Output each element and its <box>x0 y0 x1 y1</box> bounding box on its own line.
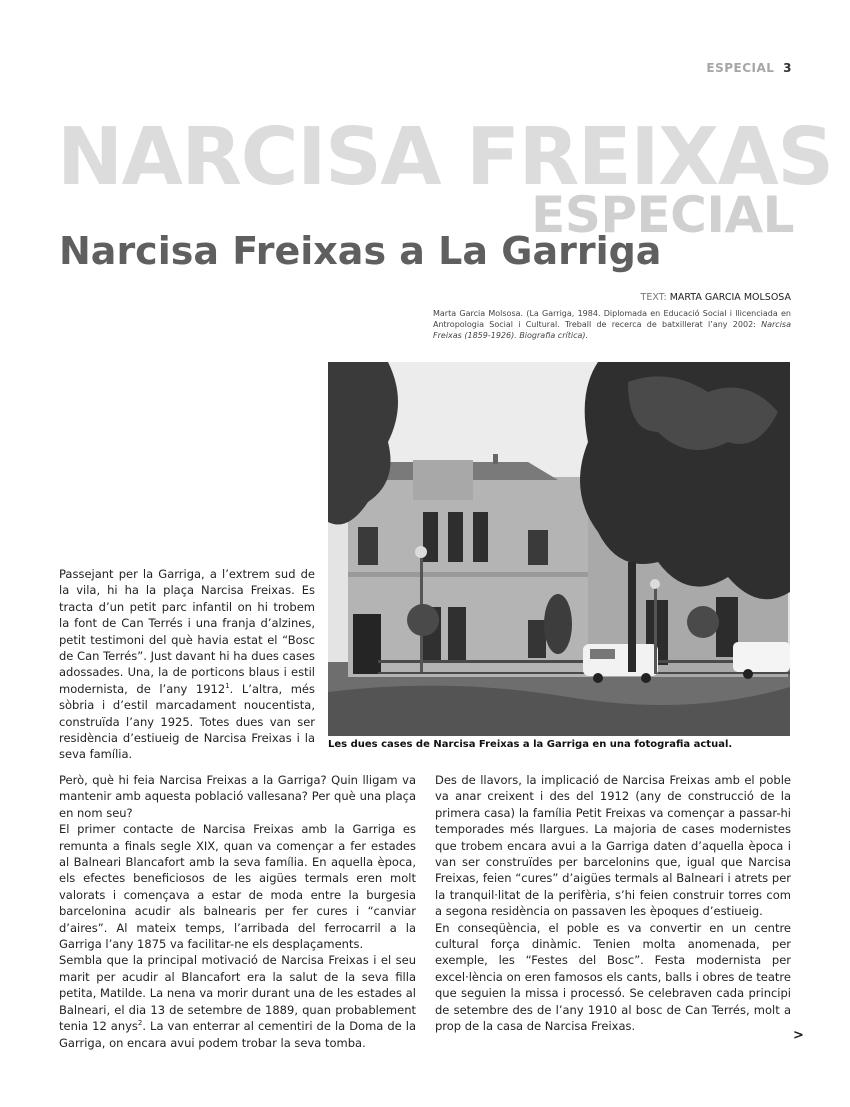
lead-text-1: Passejant per la Garriga, a l’extrem sud de la vila, hi ha la plaça Narcisa Freixas. Es tracta d’un petit parc infantil on hi trobem la font de Can Terrés i una franja d’alzines, petit testimoni del què havia estat el “Bosc de Can Terrés”. Just davant hi ha dues cases adossades. Una, la de porticons blaus i estil modernista, de l’any 1912 <box>59 567 315 696</box>
lead-paragraph <box>59 566 315 763</box>
background-title: NARCISA FREIXAS <box>57 111 833 203</box>
section-overlay-label: ESPECIAL <box>531 186 794 244</box>
section-label: ESPECIAL <box>706 61 775 75</box>
body-paragraph: Des de llavors, la implicació de Narcisa Freixas amb el poble va anar creixent i des del 1912 (any de construcció de la primera casa) la família Petit Freixas va començar a passar-hi temporades més llargues. La majoria de cases modernistes que trobem encara avui a la Garriga daten d’aquella època i van ser construïdes per barcelonins que, igual que Narcisa Freixas, feien “cures” d’aigües termals al Balneari i atrets per la tranquil·litat de la perifèria, s’hi feien construir torres com a segona residència on passaven les èpoques d’estiueig. <box>435 773 791 919</box>
footnote-ref-1: 1 <box>225 682 230 691</box>
body-text: Sembla que la principal motivació de Narcisa Freixas i el seu marit per acudir al Blancafort era la salut de la seva filla petita, Matilde. La nena va morir durant una de les estades al Balneari, el dia 13 de setembre de 1889, quan probablement tenia 12 anys <box>59 953 416 1034</box>
author-name: MARTA GARCIA MOLSOSA <box>669 292 791 303</box>
houses-photo <box>328 362 790 736</box>
body-column-left <box>59 772 416 1051</box>
lead-text-2: . L’altra, més sòbria i d’estil marcadament noucentista, construïda l’any 1925. Totes dues van ser residència d’estiueig de Narcisa Freixas i la seva família. <box>59 681 315 762</box>
body-paragraph: Però, què hi feia Narcisa Freixas a la Garriga? Quin lligam va mantenir amb aquesta població vallesana? Per què una plaça en nom seu? <box>59 773 416 820</box>
page-number: 3 <box>783 61 792 75</box>
credit-label: TEXT: <box>640 292 667 303</box>
author-bio <box>433 308 791 341</box>
continue-arrow[interactable]: > <box>793 1028 804 1043</box>
body-paragraph: En conseqüència, el poble es va convertir en un centre cultural força dinàmic. Tenien molta anomenada, per exemple, les “Festes del Bosc”. Festa modernista per excel·lència on eren famosos els cants, balls i obres de teatre que seguien la missa i processó. Se celebraven cada principi de setembre des de l’any 1910 al bosc de Can Terrés, molt a prop de la casa de Narcisa Freixas. <box>435 920 791 1034</box>
bio-italic: Narcisa Freixas (1859-1926). Biografia crítica). <box>433 320 791 340</box>
running-header <box>706 61 792 75</box>
body-text: . La van enterrar al cementiri de la Doma de la Garriga, on encara avui podem trobar la seva tomba. <box>59 1019 416 1050</box>
footnote-ref-2: 2 <box>137 1019 143 1028</box>
article-title: Narcisa Freixas a La Garriga <box>59 229 662 273</box>
body-paragraph <box>59 952 416 1050</box>
photo-caption: Les dues cases de Narcisa Freixas a la Garriga en una fotografia actual. <box>328 739 733 750</box>
bio-text: Marta Garcia Molsosa. (La Garriga, 1984. Diplomada en Educació Social i llicenciada en Antropologia Social i Cultural. Treball de recerca de batxillerat l’any 2002: <box>433 309 791 329</box>
body-paragraph: El primer contacte de Narcisa Freixas amb la Garriga es remunta a finals segle XIX, quan va començar a fer estades al Balneari Blancafort amb la seva família. En aquella època, els efectes beneficiosos de les aigües termals eren molt valorats i començava a estar de moda entre la burgesia barcelonina acudir als balnearis per fer cures i “canviar d’aires”. Al mateix temps, l’arribada del ferrocarril a la Garriga l’any 1875 va facilitar-ne els desplaçaments. <box>59 822 416 952</box>
body-column-right <box>435 772 791 1035</box>
author-credit <box>433 292 791 303</box>
